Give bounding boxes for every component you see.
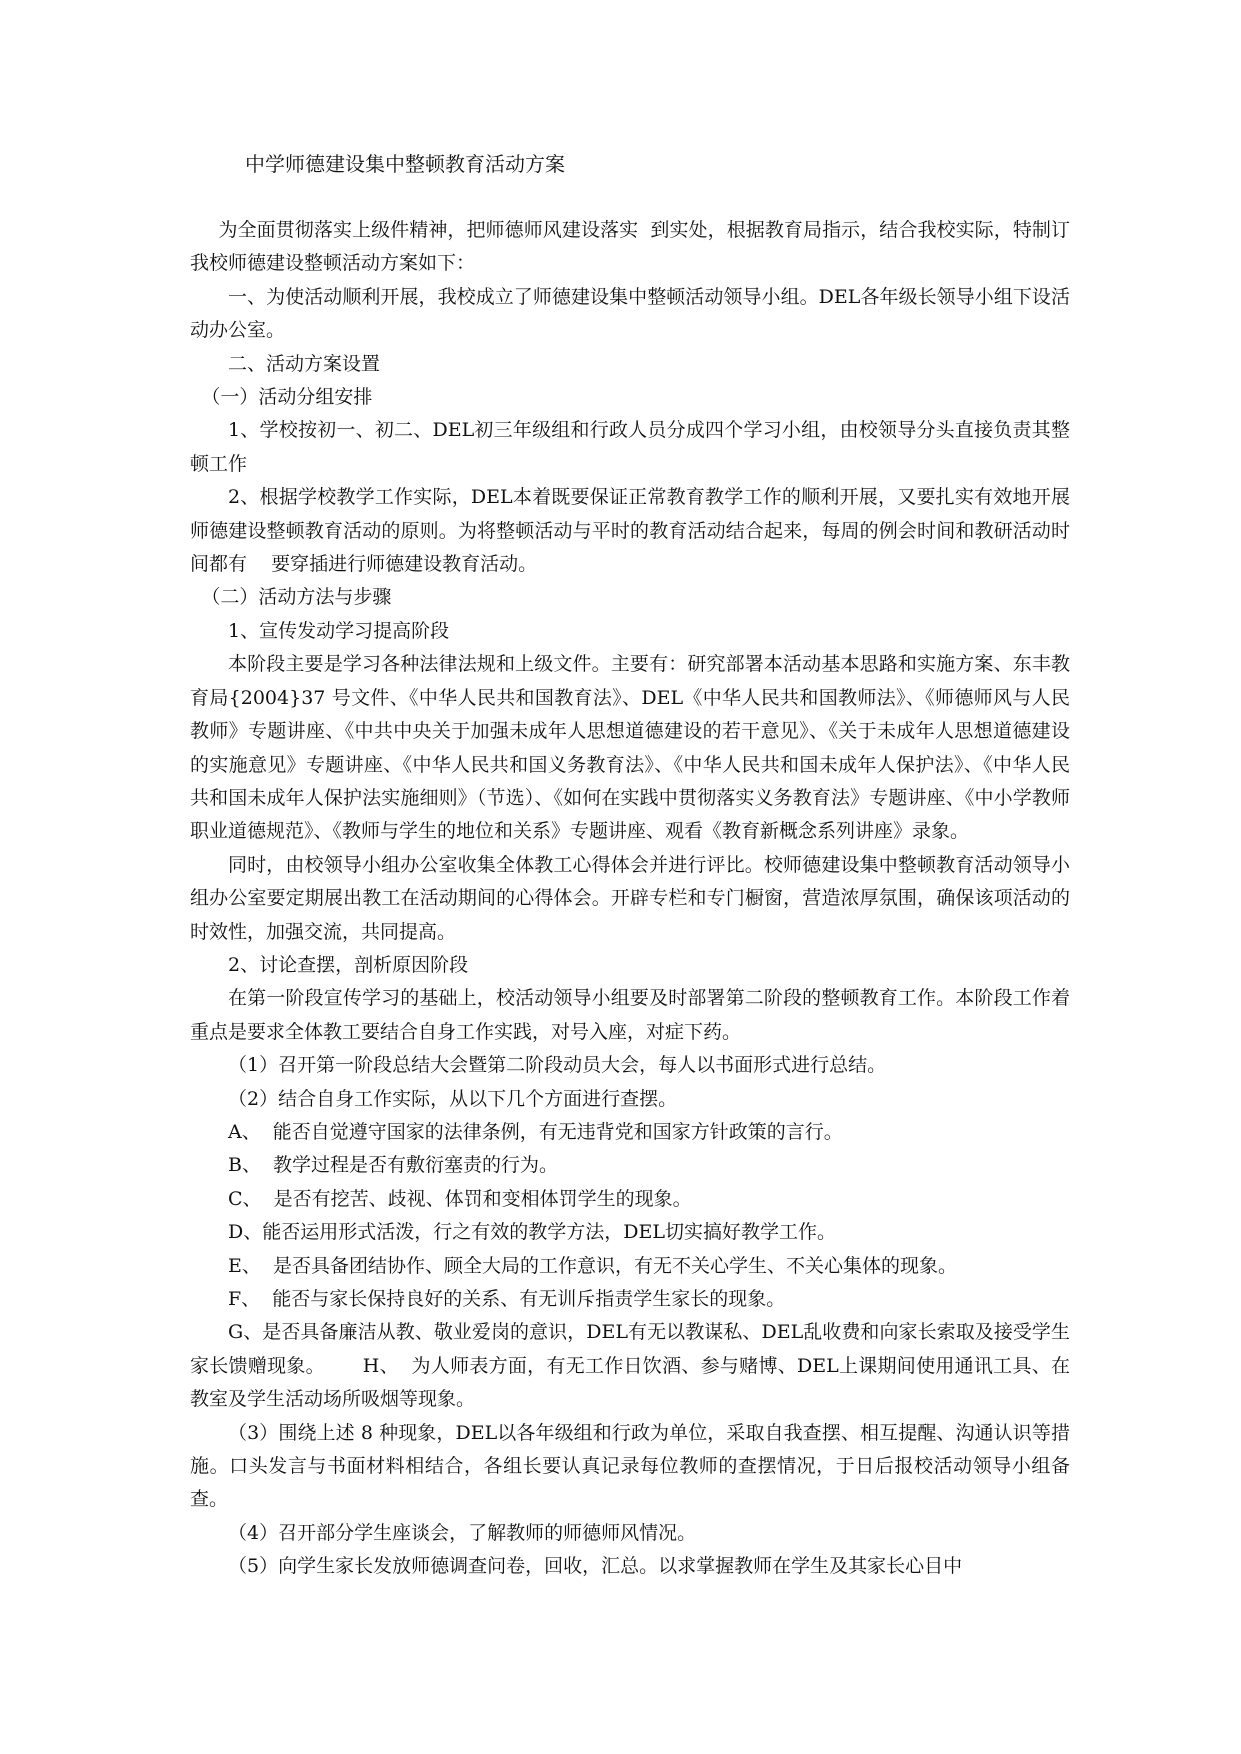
paragraph: 本阶段主要是学习各种法律法规和上级文件。主要有：研究部署本活动基本思路和实施方案、东丰教育局{2004}37 号文件、《中华人民共和国教育法》、DEL《中华人民共和国教师法》、《师德师风与人民教师》专题讲座、《中共中央关于加强未成年人思想道德建设的若干意见》、《关于未成年人思想道德建设的实施意见》专题讲座、《中华人民共和国义务教育法》、《中华人民共和国未成年人保护法》、《中华人民共和国未成年人保护法实施细则》（节选）、《如何在实践中贯彻落实义务教育法》专题讲座、《中小学教师职业道德规范》、《教师与学生的地位和关系》专题讲座、观看《教育新概念系列讲座》录象。 [190,653,1070,843]
paragraph: （2）结合自身工作实际，从以下几个方面进行查摆。 [228,1087,678,1110]
paragraph: 在第一阶段宣传学习的基础上，校活动领导小组要及时部署第二阶段的整顿教育工作。本阶段工作着重点是要求全体教工要结合自身工作实践，对号入座，对症下药。 [190,987,1070,1043]
paragraph: F、 能否与家长保持良好的关系、有无训斥指责学生家长的现象。 [228,1288,786,1310]
paragraph: （3）围绕上述 8 种现象，DEL以各年级组和行政为单位，采取自我查摆、相互提醒、沟通认识等措施。口头发言与书面材料相结合，各组长要认真记录每位教师的查摆情况，于日后报校活动领导小组备查。 [190,1421,1070,1511]
paragraph: G、是否具备廉洁从教、敬业爱岗的意识，DEL有无以教谋私、DEL乱收费和向家长索取及接受学生家长馈赠现象。 H、 为人师表方面，有无工作日饮酒、参与赌博、DEL上课期间使用通讯工具、在教室及学生活动场所吸烟等现象。 [190,1321,1070,1411]
paragraph: E、 是否具备团结协作、顾全大局的工作意识，有无不关心学生、不关心集体的现象。 [228,1254,957,1277]
paragraph: 2、根据学校教学工作实际，DEL本着既要保证正常教育教学工作的顺利开展，又要扎实有效地开展师德建设整顿教育活动的原则。为将整顿活动与平时的教育活动结合起来，每周的例会时间和教研活动时间都有 要穿插进行师德建设教育活动。 [190,486,1070,576]
paragraph: （二）活动方法与步骤 [201,586,392,609]
paragraph: 为全面贯彻落实上级件精神，把师德师风建设落实 到实处，根据教育局指示，结合我校实际，特制订我校师德建设整顿活动方案如下： [190,219,1070,275]
paragraph: B、 教学过程是否有敷衍塞责的行为。 [228,1154,559,1177]
paragraph: 同时，由校领导小组办公室收集全体教工心得体会并进行评比。校师德建设集中整顿教育活动领导小组办公室要定期展出教工在活动期间的心得体会。开辟专栏和专门橱窗，营造浓厚氛围，确保该项活动的时效性，加强交流，共同提高。 [190,853,1070,943]
paragraph: 1、学校按初一、初二、DEL初三年级组和行政人员分成四个学习小组，由校领导分头直接负责其整顿工作 [190,419,1070,475]
paragraph: 1、宣传发动学习提高阶段 [228,619,450,642]
paragraph: 二、活动方案设置 [228,352,381,375]
document-title: 中学师德建设集中整顿教育活动方案 [245,152,565,176]
paragraph: （4）召开部分学生座谈会，了解教师的师德师风情况。 [228,1521,697,1544]
paragraph: （一）活动分组安排 [201,386,373,409]
paragraph: （1）召开第一阶段总结大会暨第二阶段动员大会，每人以书面形式进行总结。 [228,1054,887,1077]
paragraph: 2、讨论查摆，剖析原因阶段 [228,953,469,976]
paragraph: A、 能否自觉遵守国家的法律条例，有无违背党和国家方针政策的言行。 [228,1120,843,1143]
document-body [190,214,1070,1584]
paragraph: C、 是否有挖苦、歧视、体罚和变相体罚学生的现象。 [228,1187,692,1210]
paragraph: D、能否运用形式活泼，行之有效的教学方法，DEL切实搞好教学工作。 [228,1221,836,1244]
paragraph: 一、为使活动顺利开展，我校成立了师德建设集中整顿活动领导小组。DEL各年级长领导小组下设活动办公室。 [190,285,1070,342]
paragraph: （5）向学生家长发放师德调查问卷，回收，汇总。以求掌握教师在学生及其家长心目中 [228,1555,963,1578]
